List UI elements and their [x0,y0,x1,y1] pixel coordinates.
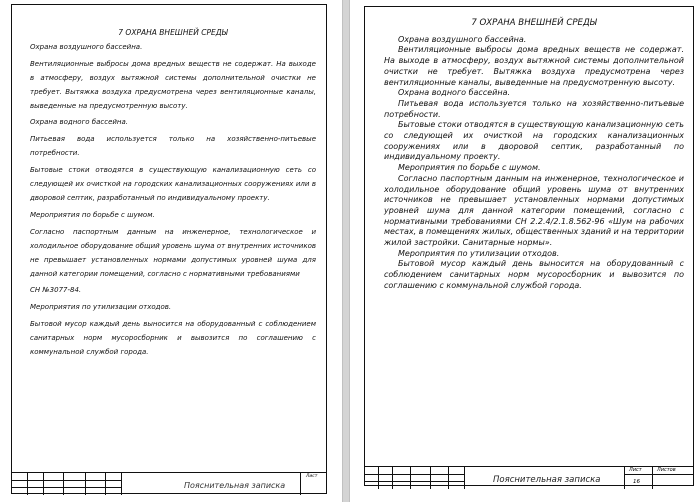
left-page [0,0,342,502]
left-page-title: 7 ОХРАНА ВНЕШНЕЙ СРЕДЫ [118,28,228,37]
left-paragraph: Мероприятия по утилизации отходов. [30,303,172,312]
left-title-block [11,472,327,494]
right-stamp-list-cell [624,467,653,489]
left-paragraph: Бытовые стоки отводятся в существующую канализационную сеть со следующей их очисткой на городских канализационных сооружениях или в дворовой септик, разработанный по индивидуальному проекту. [30,166,316,202]
right-page-text [384,18,684,292]
left-paragraph: Мероприятия по борьбе с шумом. [30,210,155,219]
page-divider [342,0,350,502]
right-paragraph: Бытовые стоки отводятся в существующую канализационную сеть со следующей их очисткой на городских канализационных сооружениях или в дворовой септик, разработанный по индивидуальному проекту. [384,120,684,162]
right-stamp-list-number: 16 [633,479,640,485]
right-paragraph: Мероприятия по борьбе с шумом. [398,163,541,173]
left-paragraph: Согласно паспортным данным на инженерное, технологическое и холодильное оборудование общий уровень шума от внутренних источников не превышает установленных нормами допустимых уровней шума для данной категории помещений, согласно с нормативными требованиями [30,227,316,278]
right-page [350,0,700,502]
left-paragraph: СН №3077-84. [30,286,82,295]
right-paragraph: Охрана воздушного бассейна. [398,34,527,44]
right-page-title: 7 ОХРАНА ВНЕШНЕЙ СРЕДЫ [471,18,597,28]
right-stamp-list-label: Лист [629,467,642,473]
left-paragraph: Питьевая вода используется только на хозяйственно-питьевые потребности. [30,135,316,158]
left-paragraph: Вентиляционные выбросы дома вредных веществ не содержат. На выходе в атмосферу, воздух вытяжной системы дополнительной очистки не требует. Вытяжка воздуха предусмотрена через вентиляционные каналы, выведенные на предусмотренную высоту. [30,59,316,110]
right-stamp-lists-cell [652,467,695,489]
left-stamp-title: Пояснительная записка [184,481,286,490]
left-paragraph: Охрана водного бассейна. [30,118,129,127]
right-stamp-header-line [624,474,694,475]
right-paragraph: Вентиляционные выбросы дома вредных веществ не содержат. На выходе в атмосферу, воздух вытяжной системы дополнительной очистки не требует. Вытяжка воздуха предусмотрена через вентиляционные каналы, выведенные на предусмотренную высоту. [384,45,684,87]
right-paragraph: Мероприятия по утилизации отходов. [398,248,560,258]
right-stamp-title: Пояснительная записка [493,475,601,485]
right-paragraph: Бытовой мусор каждый день выносится на оборудованный с соблюдением санитарных норм мусоросборник и вывозится по соглашению с коммунальной службой города. [384,259,684,290]
left-stamp-title-cell [121,473,301,495]
right-paragraph: Охрана водного бассейна. [398,88,511,98]
right-paragraph: Питьевая вода используется только на хозяйственно-питьевые потребности. [384,98,684,119]
left-stamp-columns [11,473,121,495]
left-stamp-list-cell [300,473,327,495]
right-paragraph: Согласно паспортным данным на инженерное, технологическое и холодильное оборудование общий уровень шума от внутренних источников не превышает установленных нормами допустимых уровней шума для данной категории помещений, согласно с нормативными требованиями СН 2.2.4/2.1.8.562-96 «Шум на рабочих местах, в помещениях жилых, общественных зданий и на территории жилой застройки. Санитарные нормы». [384,173,684,248]
left-page-text [30,26,316,363]
right-stamp-title-cell [464,467,625,489]
left-paragraph: Охрана воздушного бассейна. [30,42,143,51]
left-paragraph: Бытовой мусор каждый день выносится на оборудованный с соблюдением санитарных норм мусоросборник и вывозится по соглашению с коммунальной службой города. [30,320,316,357]
right-title-block [364,466,694,488]
left-stamp-list-label: Лист [306,474,318,479]
right-stamp-lists-label: Листов [657,467,676,473]
